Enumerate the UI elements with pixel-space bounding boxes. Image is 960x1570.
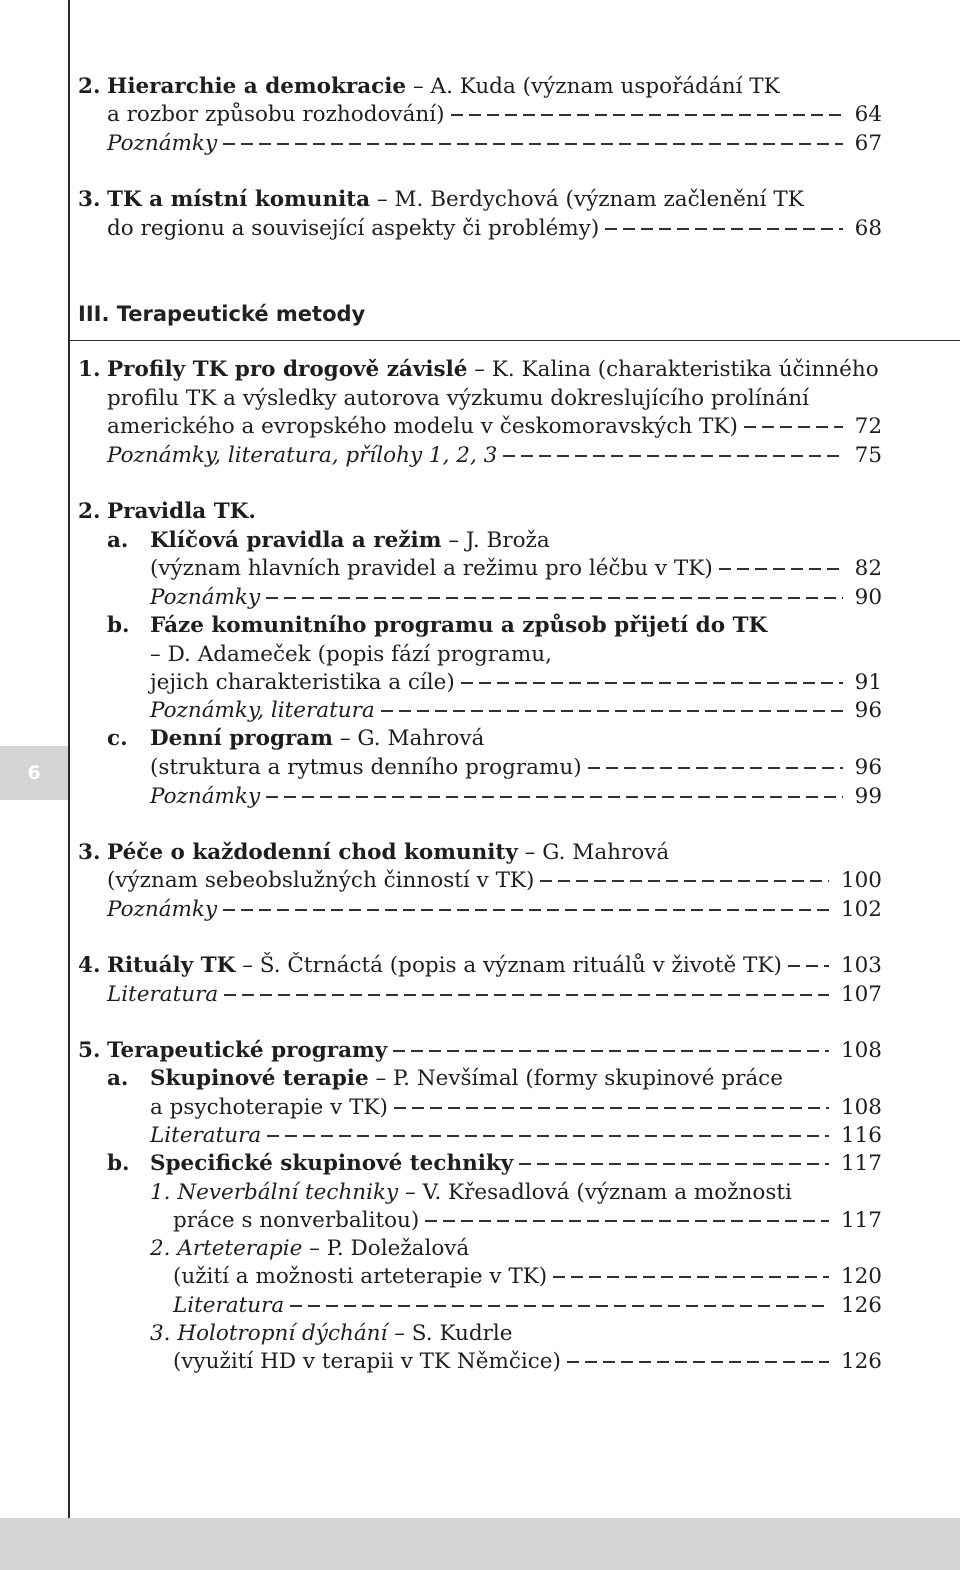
toc-line [0, 668, 960, 696]
toc-line [0, 72, 960, 100]
toc-entry-text [150, 642, 552, 667]
toc-entry-text [150, 1123, 261, 1148]
toc-entry-text [173, 1293, 284, 1318]
toc-page-number: 72 [854, 413, 882, 439]
dash-leader [393, 1050, 829, 1052]
toc-line [0, 951, 960, 979]
toc-entry-text [150, 1066, 783, 1091]
dash-leader [588, 767, 843, 769]
toc-line [0, 1206, 960, 1234]
toc-entry-text [150, 613, 767, 638]
toc-page-number: 96 [854, 754, 882, 780]
toc-page-number: 108 [840, 1037, 882, 1063]
toc-line [0, 412, 960, 440]
toc-entry-description: a rozbor způsobu rozhodování) [107, 101, 445, 127]
toc-page-number: 100 [840, 867, 882, 893]
toc-page-number: 103 [840, 952, 882, 978]
dash-leader [223, 143, 843, 145]
toc-item-number: 4. [78, 952, 101, 978]
toc-entry-title: Fáze komunitního programu a způsob přijetí do TK [150, 612, 768, 638]
toc-entry-title: Denní program [150, 725, 333, 751]
toc-entry-text [150, 585, 260, 610]
toc-page-number: 99 [854, 783, 882, 809]
toc-item-number: 2. [78, 73, 101, 99]
toc-entry-text [107, 840, 669, 865]
toc-entry-subtitle: 3. Holotropní dýchání [150, 1320, 388, 1346]
toc-entry-description: – M. Berdychová (význam začlenění TK [370, 186, 804, 212]
toc-entry-text [150, 1151, 513, 1176]
toc-entry-title: Pravidla TK. [107, 498, 256, 524]
toc-entry-text [150, 1180, 792, 1205]
toc-entry-description: (struktura a rytmus denního programu) [150, 754, 582, 780]
toc-line [0, 1121, 960, 1149]
toc-item-number: a. [107, 527, 129, 553]
toc-entry-description: Poznámky [107, 130, 218, 156]
toc-line [0, 724, 960, 752]
toc-line [0, 129, 960, 157]
dash-leader [719, 568, 843, 570]
toc-entry-text [107, 102, 445, 127]
toc-entry-text [107, 357, 879, 382]
toc-line [0, 355, 960, 383]
toc-entry-title: Terapeutické programy [107, 1037, 388, 1063]
dash-leader [381, 710, 843, 712]
toc-line [0, 640, 960, 668]
toc-entry-description: (význam sebeobslužných činností v TK) [107, 867, 535, 893]
dash-leader [394, 1107, 829, 1109]
toc-entry-title: Specifické skupinové techniky [150, 1150, 514, 1176]
toc-entry-description: – G. Mahrová [517, 839, 670, 865]
toc-line [0, 980, 960, 1008]
toc-entry-description: – J. Broža [441, 527, 550, 553]
toc-entry-description: Poznámky [107, 896, 218, 922]
dash-leader [553, 1276, 829, 1278]
toc-item-number: 1. [78, 356, 101, 382]
toc-entry-text [173, 1208, 419, 1233]
toc-page-number: 126 [840, 1292, 882, 1318]
toc-entry-text [150, 1095, 388, 1120]
toc-page-number: 67 [854, 130, 882, 156]
dash-leader [425, 1220, 829, 1222]
toc-entry-title: Hierarchie a demokracie [107, 73, 407, 99]
toc-entry-description: profilu TK a výsledky autorova výzkumu dokreslujícího prolínání [107, 385, 810, 411]
toc-entry-text [107, 1038, 387, 1063]
toc-entry-description: (význam hlavních pravidel a režimu pro léčbu v TK) [150, 555, 713, 581]
toc-entry-text [150, 1236, 469, 1261]
toc-entry-description: a psychoterapie v TK) [150, 1094, 388, 1120]
toc-entry-text [173, 1349, 561, 1374]
toc-entry-text [150, 726, 484, 751]
toc-entry-description: – Š. Čtrnáctá (popis a význam rituálů v životě TK) [235, 952, 782, 978]
toc-line [0, 1262, 960, 1290]
toc-entry-text [107, 216, 599, 241]
toc-line [0, 1064, 960, 1092]
toc-page-number: 126 [840, 1348, 882, 1374]
toc-page-number: 102 [840, 896, 882, 922]
toc-page-number: 108 [840, 1094, 882, 1120]
toc-entry-description: – P. Doležalová [302, 1235, 470, 1261]
toc-entry-text [107, 868, 534, 893]
toc-line [0, 1319, 960, 1347]
toc-entry-description: Poznámky, literatura, přílohy 1, 2, 3 [107, 442, 498, 468]
dash-leader [223, 909, 829, 911]
toc-page-number: 82 [854, 555, 882, 581]
toc-entry-description: – S. Kudrle [387, 1320, 513, 1346]
dash-leader [224, 994, 829, 996]
toc-line [0, 1178, 960, 1206]
toc-entry-description: Literatura [150, 1122, 262, 1148]
toc-entry-subtitle: 1. Neverbální techniky [150, 1179, 399, 1205]
toc-entry-text [150, 784, 260, 809]
toc-line [0, 100, 960, 128]
toc-entry-text [150, 528, 550, 553]
toc-line [0, 441, 960, 469]
toc-page-number: 116 [840, 1122, 882, 1148]
toc-entry-text [173, 1264, 547, 1289]
toc-item-number: b. [107, 1150, 130, 1176]
toc-line [0, 611, 960, 639]
section-heading: III. Terapeutické metody [78, 302, 366, 326]
toc-line [0, 838, 960, 866]
toc-entry-title: Rituály TK [107, 952, 236, 978]
toc-entry-text [107, 499, 256, 524]
toc-page-number: 120 [840, 1263, 882, 1289]
dash-leader [540, 880, 829, 882]
toc-entry-title: Péče o každodenní chod komunity [107, 839, 518, 865]
toc-entry-text [150, 698, 375, 723]
toc-page-number: 75 [854, 442, 882, 468]
toc-line [0, 696, 960, 724]
dash-leader [266, 796, 843, 798]
toc-entry-description: Literatura [107, 981, 219, 1007]
toc-item-number: 3. [78, 839, 101, 865]
toc-entry-text [107, 74, 780, 99]
toc-line [0, 1149, 960, 1177]
toc-page-number: 91 [854, 669, 882, 695]
toc-entry-description: Poznámky, literatura [150, 697, 375, 723]
toc-entry-text [150, 556, 713, 581]
toc-entry-description: – G. Mahrová [332, 725, 485, 751]
dash-leader [451, 114, 843, 116]
dash-leader [605, 228, 842, 230]
toc-entry-text [107, 131, 217, 156]
toc-entry-description: – V. Křesadlová (význam a možnosti [398, 1179, 792, 1205]
toc-page-number: 107 [840, 981, 882, 1007]
toc-entry-description: – A. Kuda (význam uspořádání TK [406, 73, 780, 99]
toc-line [0, 1093, 960, 1121]
toc-line [0, 214, 960, 242]
toc-item-number: 3. [78, 186, 101, 212]
toc-entry-text [107, 897, 217, 922]
toc-line [0, 895, 960, 923]
toc-entry-description: práce s nonverbalitou) [173, 1207, 420, 1233]
toc-item-number: b. [107, 612, 130, 638]
toc-entry-text [107, 982, 218, 1007]
toc-entry-text [150, 755, 582, 780]
toc-entry-description: Poznámky [150, 584, 261, 610]
dash-leader [267, 1135, 829, 1137]
dash-leader [461, 682, 843, 684]
toc-entry-text [107, 414, 738, 439]
dash-leader [503, 455, 842, 457]
toc-entry-title: Klíčová pravidla a režim [150, 527, 442, 553]
toc-line [0, 866, 960, 894]
section-divider [70, 340, 960, 341]
toc-entry-description: Literatura [173, 1292, 285, 1318]
toc-entry-description: – P. Nevšímal (formy skupinové práce [368, 1065, 783, 1091]
toc-line [0, 1347, 960, 1375]
toc-line [0, 554, 960, 582]
toc-entry-text [107, 953, 782, 978]
toc-entry-subtitle: 2. Arteterapie [150, 1235, 303, 1261]
toc-entry-text [150, 1321, 513, 1346]
toc-line [0, 1234, 960, 1262]
toc-entry-text [107, 443, 497, 468]
toc-item-number: 2. [78, 498, 101, 524]
toc-item-number: c. [107, 725, 128, 751]
toc-line [0, 526, 960, 554]
toc-entry-description: (užití a možnosti arteterapie v TK) [173, 1263, 548, 1289]
toc-line [0, 782, 960, 810]
toc-entry-description: amerického a evropského modelu v českomoravských TK) [107, 413, 738, 439]
toc-line [0, 583, 960, 611]
dash-leader [567, 1361, 829, 1363]
toc-entry-text [107, 187, 804, 212]
toc-item-number: a. [107, 1065, 129, 1091]
toc-line [0, 384, 960, 412]
dash-leader [266, 597, 843, 599]
toc-line [0, 185, 960, 213]
toc-item-number: 5. [78, 1037, 101, 1063]
toc-entry-description: do regionu a související aspekty či problémy) [107, 215, 600, 241]
toc-page-number: 90 [854, 584, 882, 610]
toc-page-number: 68 [854, 215, 882, 241]
toc-page-number: 117 [840, 1150, 882, 1176]
toc-entry-description: (využití HD v terapii v TK Němčice) [173, 1348, 561, 1374]
toc-entry-text [150, 670, 455, 695]
toc-line [0, 1036, 960, 1064]
toc-entry-title: Skupinové terapie [150, 1065, 369, 1091]
toc-line [0, 1291, 960, 1319]
toc-page-number: 117 [840, 1207, 882, 1233]
toc-page-number: 96 [854, 697, 882, 723]
toc-entry-description: – D. Adameček (popis fází programu, [150, 641, 552, 667]
dash-leader [744, 426, 843, 428]
toc-entry-text [107, 386, 809, 411]
footer-bar [0, 1518, 960, 1570]
toc-entry-title: Profily TK pro drogově závislé [107, 356, 468, 382]
toc-entry-description: Poznámky [150, 783, 261, 809]
toc-line [0, 753, 960, 781]
page-number: 6 [27, 762, 41, 784]
toc-line [0, 497, 960, 525]
toc-page-number: 64 [854, 101, 882, 127]
toc-entry-description: jejich charakteristika a cíle) [150, 669, 455, 695]
toc-entry-description: – K. Kalina (charakteristika účinného [467, 356, 879, 382]
dash-leader [788, 965, 829, 967]
dash-leader [290, 1305, 829, 1307]
toc-entry-title: TK a místní komunita [107, 186, 371, 212]
dash-leader [519, 1163, 829, 1165]
